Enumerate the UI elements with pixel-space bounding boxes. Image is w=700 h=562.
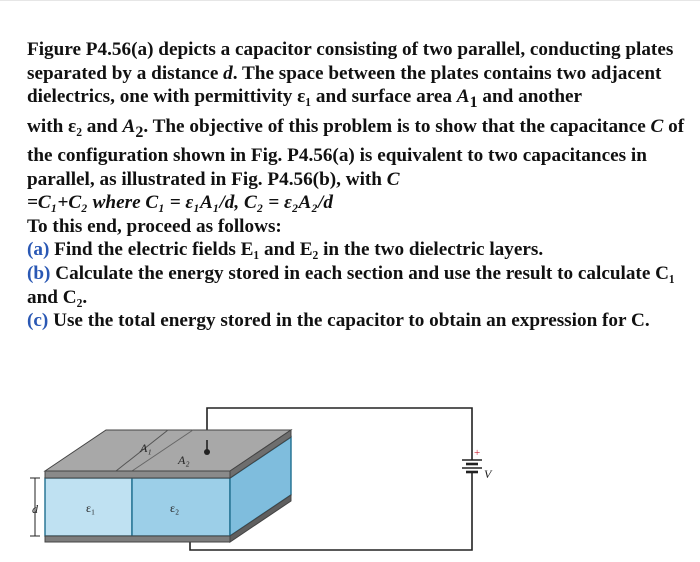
intro-A1-sub: 1: [469, 94, 478, 112]
label-A2: A₂: [178, 453, 190, 467]
paragraph-with: [27, 115, 697, 192]
proceed-line: To this end, proceed as follows:: [27, 215, 282, 237]
with-A2-sub: 2: [135, 123, 144, 141]
part-a-text: Find the electric fields E₁ and E₂ in the two dielectric layers.: [49, 239, 544, 261]
problem-statement: [27, 38, 697, 333]
with-C2: C: [386, 168, 400, 190]
part-c-text: Use the total energy stored in the capacitor to obtain an expression for C.: [48, 310, 650, 332]
part-b: [27, 262, 697, 309]
part-a: [27, 238, 697, 262]
with-text-3: of the configuration shown in Fig. P4.56(a) is equivalent to two capacitances in parallel, as illustrated in Fig. P4.56(b), with: [27, 115, 685, 190]
contact-dot: [204, 449, 210, 455]
dielectric-2-front: [132, 478, 230, 536]
label-eps2: ε₂: [170, 501, 180, 515]
d-label: d: [32, 502, 38, 516]
battery-symbol: [462, 440, 482, 480]
part-a-label: (a): [27, 239, 50, 261]
paragraph-intro: [27, 38, 697, 115]
with-A2: A: [122, 115, 136, 137]
battery-plus: +: [474, 447, 481, 459]
with-text: with ε₂ and: [27, 115, 123, 137]
intro-text-3: and another: [477, 86, 583, 108]
top-plate-front: [45, 471, 230, 478]
bottom-plate-front: [45, 536, 230, 542]
part-c: [27, 309, 697, 333]
part-c-label: (c): [27, 310, 49, 332]
label-A1: A₁: [140, 441, 152, 455]
with-C: C: [650, 115, 664, 137]
top-divider: [0, 0, 700, 1]
label-eps1: ε₁: [86, 501, 96, 515]
intro-text-2: . The space between the plates contains two adjacent dielectrics, one with permittivity ε₁ and surface area: [27, 62, 662, 108]
intro-d: d: [223, 62, 233, 84]
with-text-2: . The objective of this problem is to show that the capacitance: [143, 115, 651, 137]
battery-voltage-label: V: [484, 467, 492, 481]
part-b-label: (b): [27, 263, 51, 284]
intro-A1: A: [456, 86, 470, 108]
intro-text: Figure P4.56(a) depicts a capacitor consisting of two parallel, conducting plates separated by a distance: [27, 39, 674, 84]
formula-line: =C₁+C₂ where C₁ = ε₁A₁/d, C₂ = ε₂A₂/d: [27, 192, 333, 214]
capacitor-figure: [0, 398, 700, 562]
part-b-text: Calculate the energy stored in each section and use the result to calculate C₁ and C₂.: [27, 263, 675, 308]
